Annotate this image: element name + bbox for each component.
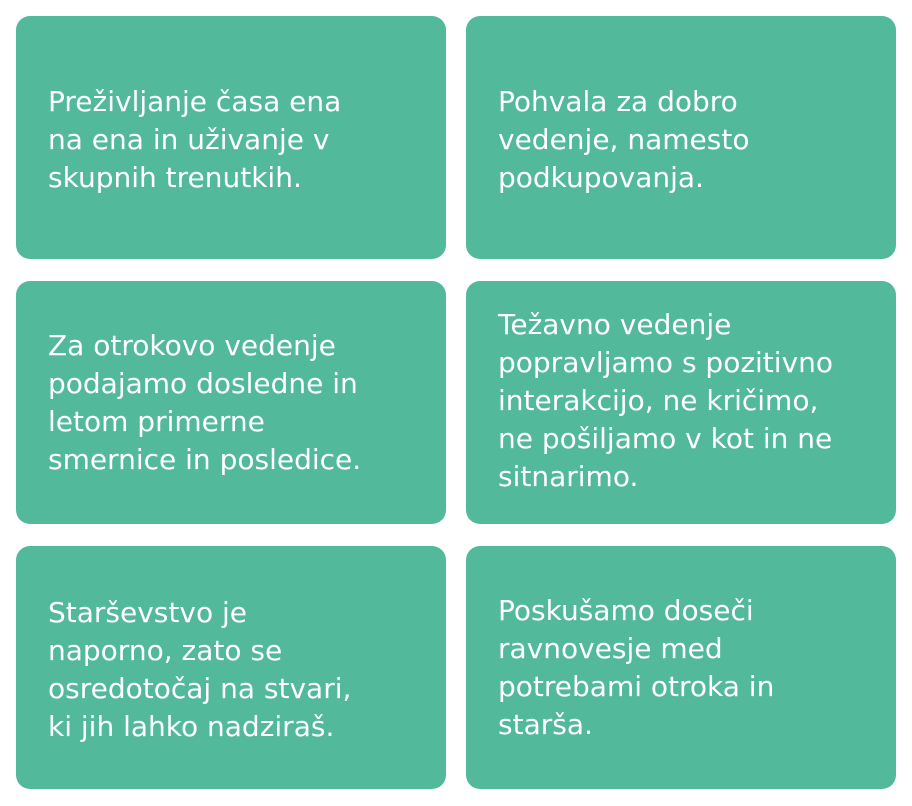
card-text: Poskušamo doseči ravnovesje med potrebami otroka in starša. xyxy=(498,594,775,741)
card-text: Pohvala za dobro vedenje, namesto podkupovanja. xyxy=(498,85,750,194)
card-text: Starševstvo je naporno, zato se osredotočaj na stvari, ki jih lahko nadziraš. xyxy=(48,596,352,743)
card-praise xyxy=(466,16,896,259)
card-focus-on-control xyxy=(16,546,446,789)
card-text: Težavno vedenje popravljamo s pozitivno interakcijo, ne kričimo, ne pošiljamo v kot in ne sitnarimo. xyxy=(498,308,834,493)
card-text: Preživljanje časa ena na ena in uživanje v skupnih trenutkih. xyxy=(48,85,342,194)
card-quality-time xyxy=(16,16,446,259)
card-text: Za otrokovo vedenje podajamo dosledne in letom primerne smernice in posledice. xyxy=(48,329,362,476)
card-consistent-guidelines xyxy=(16,281,446,524)
card-positive-interaction xyxy=(466,281,896,524)
card-balance-needs xyxy=(466,546,896,789)
